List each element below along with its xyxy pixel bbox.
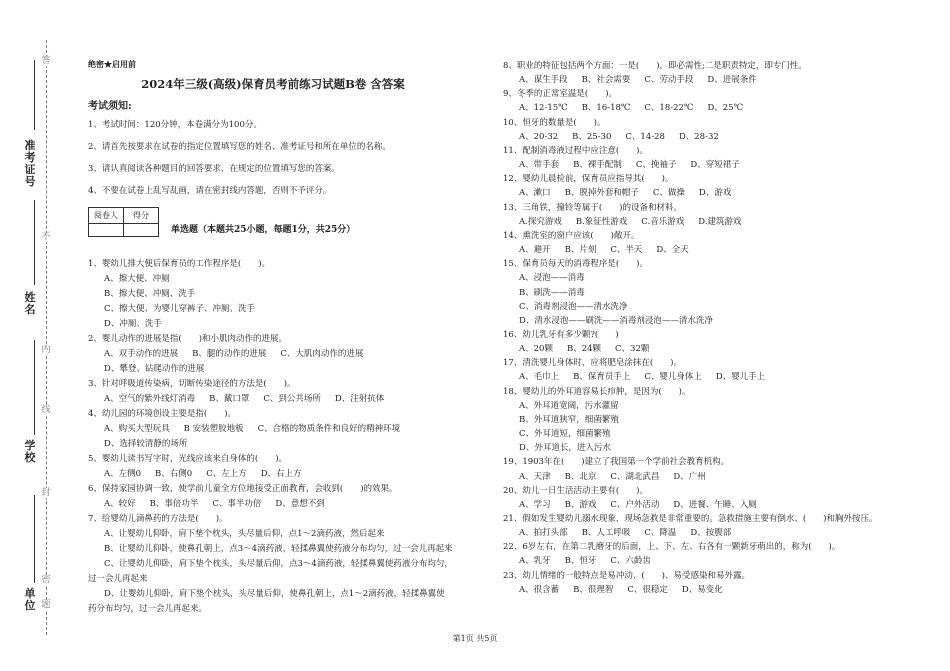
notice-item: 1、考试时间：120分钟，本卷满分为100分。 (88, 120, 262, 130)
answer-option[interactable]: C、32颗 (615, 344, 650, 355)
answer-option[interactable]: B、北京 (564, 471, 597, 482)
answer-option[interactable]: B、刷洗——消毒 (519, 287, 585, 298)
answer-option[interactable]: A、擦大便、冲厕 (104, 274, 170, 284)
left-question-list (88, 257, 458, 617)
answer-option[interactable]: B、很理智 (573, 584, 614, 595)
answer-option[interactable]: B、16-18℃ (581, 103, 631, 114)
seal-mark: 封 (41, 488, 51, 498)
answer-options-row (503, 498, 923, 512)
answer-option[interactable]: C、婴儿身体上 (644, 372, 702, 383)
notice-item: 4、不要在试卷上乱写乱画，请在密封线内答题，否则不予评分。 (88, 186, 332, 196)
answer-option[interactable]: C、降温 (644, 528, 677, 539)
answer-option[interactable]: C、很稳定 (627, 584, 668, 595)
page-footer: 第1页 共5页 (452, 634, 498, 643)
answer-option[interactable]: B、保育员手上 (573, 372, 631, 383)
answer-option[interactable]: C、事半功倍 (212, 499, 262, 509)
question-text: 18、婴幼儿的外耳道容易长疖肿，是因为( )。 (503, 386, 691, 397)
school-field[interactable] (34, 340, 35, 435)
answer-option[interactable]: A、双手动作的进展 (104, 349, 179, 359)
answer-option[interactable]: B 安装塑胶地板 (183, 424, 244, 434)
answer-option[interactable]: C、半天 (610, 245, 643, 256)
answer-options-row (503, 130, 923, 144)
question-text: 15、保育员每天的消毒程序是( )。 (503, 259, 648, 270)
answer-option[interactable]: A、12-15℃ (519, 103, 568, 114)
school-label: 学校 (24, 439, 36, 464)
score-header: 得分 (124, 208, 159, 224)
answer-options-row (503, 370, 923, 384)
answer-option[interactable]: 过一会儿再起来 (88, 574, 148, 584)
answer-option[interactable]: D、冲厕、洗手 (104, 319, 162, 329)
answer-option[interactable]: D、外耳道长，进入污水 (519, 443, 611, 454)
question-text: 1、婴幼儿排大便后保育员的工作程序是( )。 (88, 259, 271, 269)
answer-option[interactable]: D、28-32 (678, 131, 719, 142)
answer-options-row (88, 347, 458, 377)
seal-mark: 不 (41, 232, 51, 242)
answer-options-row (503, 73, 923, 87)
name-label: 姓名 (24, 291, 36, 316)
answer-option[interactable]: A、左侧0 (104, 469, 142, 479)
answer-options-row (88, 467, 458, 482)
answer-options-row (88, 422, 458, 452)
answer-option[interactable]: C、消毒剂浸泡——清水洗净 (519, 301, 628, 312)
seal-mark: 内 (41, 345, 51, 355)
answer-option[interactable]: A、20颗 (519, 344, 553, 355)
answer-option[interactable]: B、外耳道狭窄，细菌繁殖 (519, 414, 619, 425)
answer-option[interactable]: 药分布均匀，过一会儿再起来。 (88, 604, 208, 614)
answer-option[interactable]: D、选择较清静的场所 (104, 439, 188, 449)
score-row (88, 207, 458, 237)
answer-option[interactable]: B、擦大便、冲厕、洗手 (104, 289, 196, 299)
answer-option[interactable]: A、天津 (519, 471, 551, 482)
answer-option[interactable]: A、学习 (519, 499, 551, 510)
answer-options-row (503, 215, 923, 229)
answer-option[interactable]: D、意想不到 (275, 499, 325, 509)
answer-option[interactable]: B、戴口罩 (209, 394, 250, 404)
section-heading: 单选题（本题共25小题，每题1分，共25分） (171, 225, 356, 235)
question-text: 4、幼儿园的环境创设主要是指( )。 (88, 409, 237, 419)
answer-option[interactable]: A、谋生手段 (519, 75, 568, 86)
question-text: 9、冬季的正常室温是( )。 (503, 89, 618, 100)
answer-option[interactable]: C、让婴幼儿仰卧，肩下垫个枕头，头尽量后仰，点3～4滴药液，轻揉鼻翼使药液分布均匀， (104, 559, 453, 569)
answer-options-row (88, 497, 458, 512)
answer-option[interactable]: D、注射抗体 (334, 394, 385, 404)
answer-option[interactable]: C、14-28 (625, 131, 665, 142)
question-text: 16、幼儿乳牙有多少颗?( ) (503, 329, 619, 340)
answer-option[interactable]: A、较好 (104, 499, 136, 509)
answer-option[interactable]: D、婴儿手上 (715, 372, 766, 383)
answer-option[interactable]: C、六龄齿 (610, 556, 651, 567)
admission-number-label: 准考证号 (24, 139, 36, 188)
question-text: 10、恒牙的数量是( )。 (503, 117, 606, 128)
grader-header: 阅卷人 (89, 208, 124, 224)
left-column (88, 58, 458, 617)
answer-option[interactable]: B、脱掉外套和帽子 (564, 188, 639, 199)
answer-option[interactable]: D、攀登、钻爬动作的进展 (104, 364, 205, 374)
question-text: 5、婴幼儿读书写字时，光线应该来自身体的( )。 (88, 454, 288, 464)
unit-field[interactable] (34, 495, 35, 583)
notice-item: 3、请认真阅读各种题目的回答要求，在规定的位置填写您的答案。 (88, 164, 340, 174)
answer-option[interactable]: B、恒牙 (564, 556, 597, 567)
answer-option[interactable]: B、腿的动作的进展 (192, 349, 267, 359)
answer-option[interactable]: B、社会需要 (581, 75, 631, 86)
seal-mark: 密 (41, 575, 51, 585)
answer-option[interactable]: B、让婴幼儿仰卧，使鼻孔朝上，点3～4滴药液，轻揉鼻翼使药液分布均匀，过一会儿再起来 (104, 544, 453, 554)
binding-margin (0, 0, 60, 671)
question-text: 13、三角铁，撞铃等属于( )的设备和材料。 (503, 202, 682, 213)
answer-option[interactable]: B、右侧0 (155, 469, 193, 479)
notice-item: 2、请首先按要求在试卷的指定位置填写您的姓名、准考证号和所在单位的名称。 (88, 142, 391, 152)
name-field[interactable] (34, 200, 35, 285)
answer-option[interactable]: A、购买大型玩具 (104, 424, 170, 434)
answer-option[interactable]: C、到公共场所 (263, 394, 321, 404)
right-column (503, 59, 923, 597)
answer-options-row (503, 554, 923, 568)
question-text: 22、6岁左右，在第二乳磨牙的后面，上、下、左、右各有一颗新牙萌出的，称为( )。 (503, 542, 841, 553)
answer-option[interactable]: B、25-30 (572, 131, 612, 142)
answer-options-row (503, 583, 923, 597)
answer-options-row (503, 158, 923, 172)
question-text: 20、幼儿一日生活活动主要有( )。 (503, 485, 648, 496)
admission-number-field[interactable] (34, 60, 35, 130)
question-text: 6、保持家园协调一致，使学前儿童全方位地接受正面教育，会收到( )的效果。 (88, 484, 398, 494)
right-question-list (503, 59, 923, 597)
question-text: 21、假如发生婴幼儿溺水现象，现场急救是非常重要的。急救措施主要有倒水、( )和胸外按压。 (503, 514, 878, 524)
answer-option[interactable]: C、劳动手段 (644, 75, 694, 86)
answer-option[interactable]: D、清水浸泡——刷洗——消毒剂浸泡——清水洗净 (519, 315, 713, 326)
answer-option[interactable]: D、游戏 (698, 188, 732, 199)
answer-option[interactable]: A、很含蓄 (519, 584, 560, 595)
question-text: 3、针对呼吸道传染病，切断传染途径的方法是( )。 (88, 379, 296, 389)
answer-option[interactable]: B、裸手配制 (573, 160, 622, 171)
answer-option[interactable]: C、户外活动 (610, 499, 660, 510)
answer-option[interactable]: C、大肌肉动作的进展 (280, 349, 364, 359)
question-text: 14、熏洗室的窗户应该( )敞开。 (503, 230, 640, 241)
confidential-mark: 绝密★启用前 (88, 59, 136, 69)
answer-option[interactable]: D、让婴幼儿仰卧，肩下垫个枕头，头尽量后仰，使鼻孔朝上，点1～2滴药液，轻揉鼻翼使 (104, 589, 445, 599)
answer-option[interactable]: A、乳牙 (519, 556, 551, 567)
notice-heading: 考试须知: (88, 101, 132, 112)
answer-option[interactable]: B、片刻 (564, 245, 597, 256)
seal-line (46, 40, 47, 635)
answer-option[interactable]: B、人工呼吸 (581, 528, 631, 539)
question-text: 7、给婴幼儿滴鼻药的方法是( )。 (88, 514, 228, 524)
answer-option[interactable]: A、空气的紫外线灯消毒 (104, 394, 196, 404)
answer-options-row (88, 392, 458, 407)
answer-option[interactable]: C、外耳道短，细菌繁殖 (519, 429, 611, 440)
answer-option[interactable]: D、广州 (673, 471, 706, 482)
answer-option[interactable]: A、外耳道宽阔，污水灌留 (519, 400, 619, 411)
seal-mark: 答 (41, 56, 51, 66)
answer-option[interactable]: C、湖北武昌 (610, 471, 660, 482)
unit-label: 单位 (24, 587, 36, 612)
question-text: 2、婴儿动作的进展是指( )和小肌肉动作的进展。 (88, 334, 288, 344)
answer-option[interactable]: D、右上方 (260, 469, 302, 479)
score-table (88, 207, 159, 237)
answer-option[interactable]: A、拍打头部 (519, 528, 568, 539)
answer-option[interactable]: C、18-22℃ (644, 103, 694, 114)
answer-options-row (503, 243, 923, 257)
question-text: 12、婴幼儿晨检前，保育员应指导其( )。 (503, 174, 674, 185)
seal-mark: 线 (41, 405, 51, 415)
answer-option[interactable]: C、合格的物质条件和良好的精神环境 (257, 424, 401, 434)
answer-options-row (503, 186, 923, 200)
question-text: 8、职业的特征包括两个方面：一是( )，即必需性;二是职责特定，即专门性。 (503, 61, 807, 71)
answer-option[interactable]: D.建筑游戏 (698, 216, 742, 227)
answer-option[interactable]: A、20-32 (519, 131, 559, 142)
score-cell[interactable] (124, 224, 159, 237)
answer-option[interactable]: D、按腹部 (690, 528, 732, 539)
answer-option[interactable]: A、毛巾上 (519, 372, 560, 383)
answer-option[interactable]: B、24颗 (566, 344, 602, 355)
answer-option[interactable]: D、进展条件 (707, 75, 757, 86)
answer-option[interactable]: C、擦大便、为婴儿穿裤子、冲厕、洗手 (104, 304, 256, 314)
answer-option[interactable]: A、让婴幼儿仰卧，肩下垫个枕头，头尽量后仰，点1～2滴药液，然后起来 (104, 529, 385, 539)
answer-option[interactable]: B、事倍功半 (149, 499, 199, 509)
answer-option[interactable]: D、穿短裙子 (690, 160, 740, 171)
answer-option[interactable]: C、挽袖子 (635, 160, 677, 171)
answer-option[interactable]: B.象征性游戏 (575, 216, 628, 227)
question-text: 19、1903年在( )建立了我国第一个学前社会教育机构。 (503, 457, 730, 468)
answer-option[interactable]: C、做操 (652, 188, 685, 199)
question-text: 17、清洗婴儿身体时，应将肥皂涂抹在( )。 (503, 358, 682, 369)
answer-option[interactable]: D、进餐、午睡、入厕 (673, 499, 757, 510)
answer-option[interactable]: D、易变化 (681, 584, 723, 595)
answer-options-row (503, 526, 923, 540)
answer-option[interactable]: A.探究游戏 (519, 216, 562, 227)
page-title: 2024年三级(高级)保育员考前练习试题B卷 含答案 (141, 77, 405, 91)
answer-option[interactable]: D、全天 (656, 245, 689, 256)
answer-options-row (503, 470, 923, 484)
seal-mark: 题 (41, 600, 51, 610)
answer-option[interactable]: A、浸泡——消毒 (519, 273, 585, 284)
answer-option[interactable]: A、带手套 (519, 160, 560, 171)
grader-cell[interactable] (89, 224, 124, 237)
answer-option[interactable]: C、左上方 (206, 469, 247, 479)
answer-option[interactable]: C.音乐游戏 (641, 216, 685, 227)
answer-option[interactable]: B、游戏 (564, 499, 597, 510)
question-text: 11、配制消毒液过程中应注意( )。 (503, 145, 648, 156)
answer-option[interactable]: D、25℃ (707, 103, 744, 114)
question-text: 23、幼儿情绪的一般特点是易冲动、( )、易受感染和易外露。 (503, 570, 750, 581)
answer-option[interactable]: A、漱口 (519, 188, 551, 199)
answer-options-row (503, 342, 923, 356)
answer-options-row (503, 101, 923, 115)
answer-option[interactable]: A、避开 (519, 245, 551, 256)
